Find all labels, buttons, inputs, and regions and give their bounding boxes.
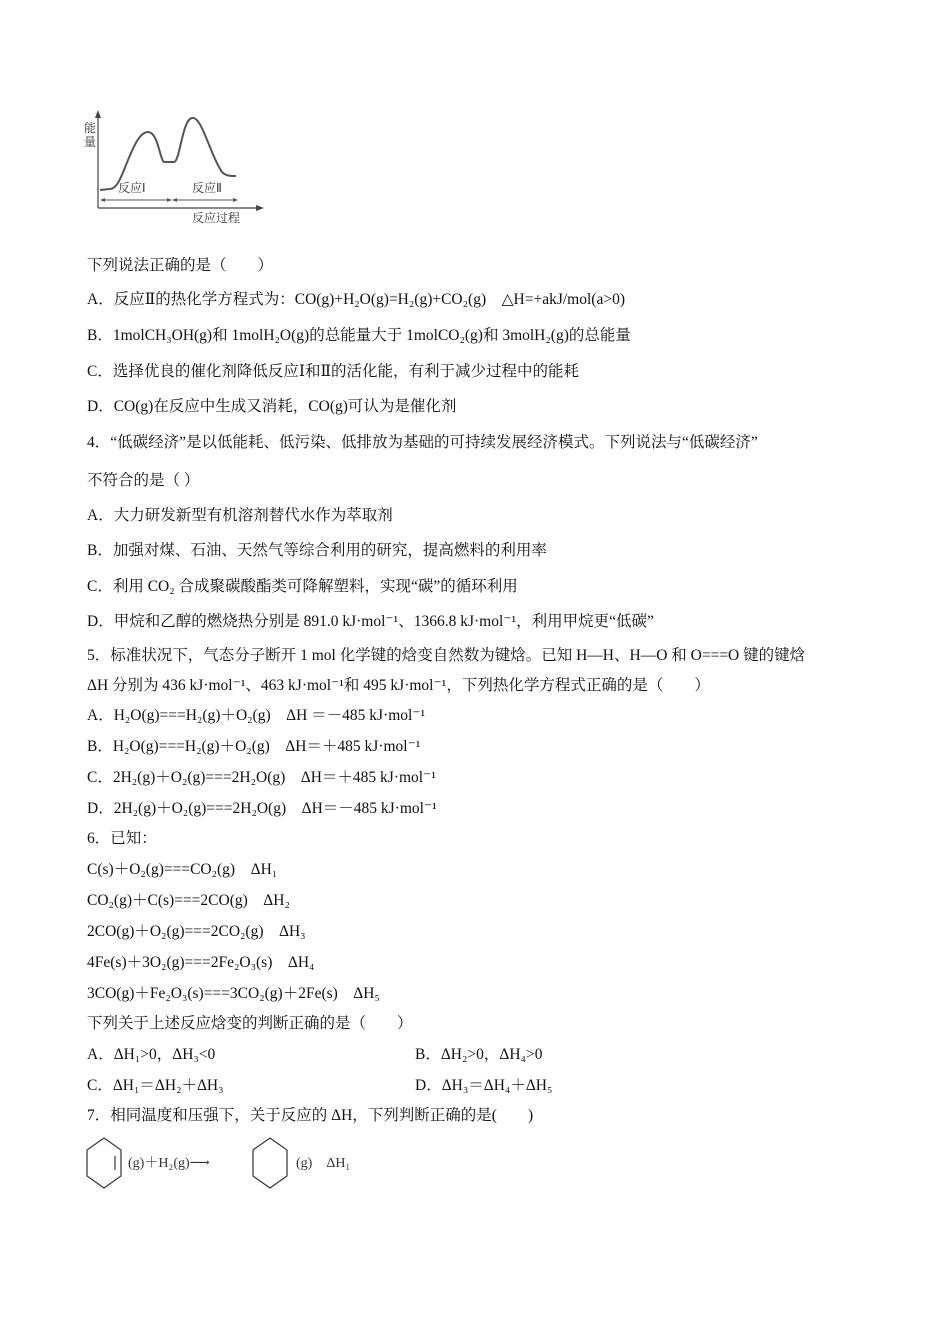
q4-option-a: A．大力研发新型有机溶剂替代水作为萃取剂 (87, 507, 393, 524)
x-axis-arrow (256, 205, 264, 211)
reaction2-label: 反应Ⅱ (192, 181, 222, 195)
q3-option-d: D．CO(g)在反应中生成又消耗，CO(g)可认为是催化剂 (87, 398, 457, 415)
q7-stem: 7．相同温度和压强下，关于反应的 ΔH，下列判断正确的是( ) (87, 1107, 534, 1124)
q7-reactant-text: (g)＋H₂(g)⟶ (128, 1156, 210, 1171)
q7-benzene-ring (84, 1136, 124, 1190)
q6-equation-2: CO₂(g)＋C(s)===2CO(g) ΔH₂ (87, 892, 290, 909)
q3-option-c: C．选择优良的催化剂降低反应Ⅰ和Ⅱ的活化能，有利于减少过程中的能耗 (87, 363, 579, 380)
q4-option-d: D．甲烷和乙醇的燃烧热分别是 891.0 kJ·mol⁻¹、1366.8 kJ·mol⁻¹，利用甲烷更“低碳” (87, 613, 654, 630)
reaction2-arrow-right (233, 198, 238, 202)
x-axis-label: 反应过程 (192, 211, 241, 225)
q5-stem-line1: 5．标准状况下，气态分子断开 1 mol 化学键的焓变自然数为键焓。已知 H—H、H—O 和 O===O 键的键焓 (87, 647, 806, 664)
energy-diagram (82, 110, 282, 228)
q7-product-ring (250, 1136, 290, 1190)
q3-stem: 下列说法正确的是（ ） (87, 257, 274, 274)
reaction1-label: 反应Ⅰ (118, 181, 146, 195)
q5-option-d: D．2H₂(g)＋O₂(g)===2H₂O(g) ΔH＝－485 kJ·mol⁻¹ (87, 800, 437, 817)
q6-equation-3: 2CO(g)＋O₂(g)===2CO₂(g) ΔH₃ (87, 923, 306, 940)
q5-option-a: A．H₂O(g)===H₂(g)＋O₂(g) ΔH ＝－485 kJ·mol⁻¹ (87, 707, 426, 724)
q4-option-b: B．加强对煤、石油、天然气等综合利用的研究，提高燃料的利用率 (87, 542, 547, 559)
q6-option-d: D．ΔH₃＝ΔH₄＋ΔH₅ (415, 1077, 553, 1094)
y-axis-arrow (95, 110, 101, 118)
q6-equation-5: 3CO(g)＋Fe₂O₃(s)===3CO₂(g)＋2Fe(s) ΔH₅ (87, 985, 380, 1002)
q6-stem: 6．已知： (87, 830, 157, 847)
q6-question: 下列关于上述反应焓变的判断正确的是（ ） (87, 1015, 413, 1032)
q4-option-c: C．利用 CO₂ 合成聚碳酸酯类可降解塑料，实现“碳”的循环利用 (87, 578, 518, 595)
q6-equation-4: 4Fe(s)＋3O₂(g)===2Fe₂O₃(s) ΔH₄ (87, 954, 315, 971)
q6-equation-1: C(s)＋O₂(g)===CO₂(g) ΔH₁ (87, 861, 278, 878)
q3-option-a: A．反应Ⅱ的热化学方程式为：CO(g)+H₂O(g)=H₂(g)+CO₂(g) △H=+akJ/mol(a>0) (87, 291, 625, 308)
q5-option-c: C．2H₂(g)＋O₂(g)===2H₂O(g) ΔH＝＋485 kJ·mol⁻¹ (87, 769, 436, 786)
y-label-top: 能 (84, 121, 97, 135)
q5-stem-line2: ΔH 分别为 436 kJ·mol⁻¹、463 kJ·mol⁻¹和 495 kJ·mol⁻¹，下列热化学方程式正确的是（ ） (87, 677, 710, 694)
reaction2-arrow-left (172, 198, 177, 202)
q3-option-b: B．1molCH₃OH(g)和 1molH₂O(g)的总能量大于 1molCO₂(g)和 3molH₂(g)的总能量 (87, 327, 631, 344)
q4-stem-line1: 4．“低碳经济”是以低能耗、低污染、低排放为基础的可持续发展经济模式。下列说法与“低碳经济” (87, 434, 758, 451)
q6-option-a: A．ΔH₁>0，ΔH₃<0 (87, 1046, 216, 1063)
reaction1-arrow-left (100, 198, 105, 202)
energy-curve (100, 118, 236, 190)
q5-option-b: B．H₂O(g)===H₂(g)＋O₂(g) ΔH＝＋485 kJ·mol⁻¹ (87, 738, 421, 755)
q6-option-b: B．ΔH₂>0，ΔH₄>0 (415, 1046, 543, 1063)
y-label-bottom: 量 (84, 135, 97, 149)
q6-option-c: C．ΔH₁＝ΔH₂＋ΔH₃ (87, 1077, 224, 1094)
q4-stem-line2: 不符合的是（ ） (87, 472, 200, 489)
reaction1-arrow-right (167, 198, 172, 202)
q7-product-text: (g) ΔH₁ (296, 1156, 351, 1171)
